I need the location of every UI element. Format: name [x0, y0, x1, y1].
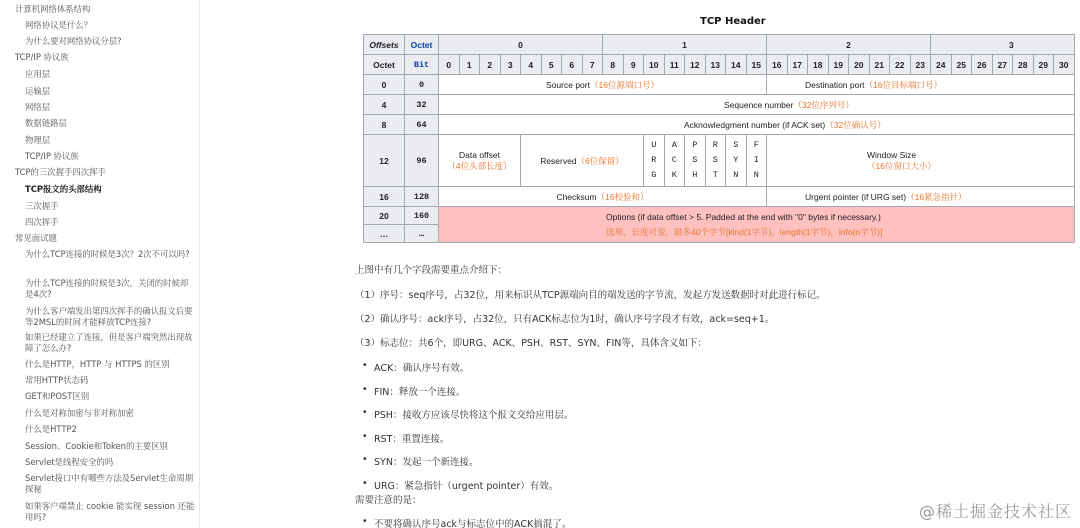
octet-0: 0: [439, 35, 603, 55]
toc-item[interactable]: 什么是对称加密与非对称加密: [25, 408, 134, 418]
bit-number: 18: [808, 55, 829, 75]
toc-item[interactable]: 为什么要对网络协议分层?: [25, 36, 122, 46]
row-octet: 16: [364, 187, 405, 207]
field-label: Window Size: [867, 149, 917, 160]
bit-number: 25: [951, 55, 972, 75]
octet-3: 3: [931, 35, 1075, 55]
row-octet: 20: [364, 207, 405, 225]
data-offset-field: [439, 135, 521, 187]
flag-list-item: • RST：重置连接。: [374, 431, 449, 445]
field-label: Source port: [546, 79, 590, 90]
row-octet: 8: [364, 115, 405, 135]
field-label-cn: （16位源端口号）: [589, 79, 659, 90]
hdr-octet: Octet: [405, 35, 439, 55]
row-bit: 32: [405, 95, 439, 115]
toc-item[interactable]: 数据链路层: [25, 118, 67, 128]
flag-letter: Y: [733, 155, 739, 165]
tcp-header-table: [363, 34, 1075, 243]
row-bit: 64: [405, 115, 439, 135]
flag-letter: T: [712, 170, 718, 180]
field-label: Checksum: [556, 191, 597, 202]
toc-item[interactable]: 物理层: [25, 135, 51, 145]
bit-number: 16: [767, 55, 788, 75]
toc-item[interactable]: TCP报文的头部结构: [25, 184, 102, 194]
row-bit: 128: [405, 187, 439, 207]
hdr-octet-label: Octet: [364, 55, 405, 75]
field-label-cn: （16校验和）: [596, 191, 649, 202]
hdr-bit-label: Bit: [405, 55, 439, 75]
bit-number: 30: [1054, 55, 1075, 75]
flag-bit-field: [685, 135, 706, 187]
reserved-field: [521, 135, 644, 187]
flag-list-item: • URG：紧急指针（urgent pointer）有效。: [374, 478, 558, 492]
intro-text: 上图中有几个字段需要重点介绍下：: [355, 265, 508, 276]
bit-number: 2: [480, 55, 501, 75]
field-label: Urgent pointer (if URG set): [805, 191, 907, 202]
bit-number: 8: [603, 55, 624, 75]
table-row: [364, 35, 1075, 55]
row-octet: 12: [364, 135, 405, 187]
field-label-cn: （6位保留）: [576, 155, 624, 166]
source-port-field: [439, 75, 767, 95]
bit-number: 17: [787, 55, 808, 75]
flag-bit-field: [705, 135, 726, 187]
bit-number: 26: [972, 55, 993, 75]
row-octet: 4: [364, 95, 405, 115]
flag-letter: P: [692, 140, 698, 150]
table-row: [364, 115, 1075, 135]
bit-number: 27: [992, 55, 1013, 75]
flag-list-item: • PSH：接收方应该尽快将这个报文交给应用层。: [374, 407, 573, 421]
octet-1: 1: [603, 35, 767, 55]
point-ack: （2）确认序号：ack序号，占32位，只有ACK标志位为1时，确认序号字段才有效，ack=seq+1。: [355, 314, 775, 325]
flag-letter: K: [671, 170, 677, 180]
sequence-field: [439, 95, 1075, 115]
window-size-field: [767, 135, 1075, 187]
article-content: [355, 0, 1080, 528]
field-label-cn: 选项，长度可变，最多40个字节[kind(1字节)，length(1字节)，info(n字节)]: [606, 226, 883, 237]
toc-item[interactable]: 如果已经建立了连接，但是客户端突然出现故障了怎么办?: [25, 332, 193, 353]
field-label-cn: （16位目标端口号）: [864, 79, 943, 90]
flag-letter: S: [733, 140, 739, 150]
toc-item[interactable]: Servlet是线程安全的吗: [25, 457, 114, 467]
toc-item[interactable]: 常见面试题: [15, 233, 57, 243]
bit-number: 23: [910, 55, 931, 75]
row-bit: …: [405, 225, 439, 243]
hdr-offsets: Offsets: [364, 35, 405, 55]
toc-item[interactable]: Servlet接口中有哪些方法及Servlet生命周期探秘: [25, 473, 194, 494]
bit-number: 11: [664, 55, 685, 75]
flag-bit-field: [664, 135, 685, 187]
bit-number: 7: [582, 55, 603, 75]
toc-item[interactable]: 什么是HTTP，HTTP 与 HTTPS 的区别: [25, 359, 170, 369]
toc-item[interactable]: 计算机网络体系结构: [15, 4, 91, 14]
flag-letter: H: [692, 170, 698, 180]
toc-item[interactable]: 为什么TCP连接的时候是3次？2次不可以吗?: [25, 249, 190, 259]
toc-sidebar: [0, 0, 200, 528]
bit-number: 15: [746, 55, 767, 75]
table-row: [364, 95, 1075, 115]
flag-letter: N: [753, 170, 759, 180]
field-label: Data offset: [459, 149, 500, 160]
table-row: [364, 75, 1075, 95]
table-row: [364, 187, 1075, 207]
flag-bit-field: [726, 135, 747, 187]
flag-list-item: • FIN：释放一个连接。: [374, 384, 465, 398]
toc-item[interactable]: 四次挥手: [25, 217, 59, 227]
toc-item[interactable]: 为什么TCP连接的时候是3次，关闭的时候却是4次?: [25, 278, 189, 299]
flag-letter: F: [753, 140, 759, 150]
flag-letter: R: [712, 140, 718, 150]
point-flags: （3）标志位：共6个，即URG、ACK、PSH、RST、SYN、FIN等，具体含义如下：: [355, 338, 707, 349]
bit-number: 0: [439, 55, 460, 75]
field-label-cn: （4位头部长度）: [447, 160, 512, 171]
flag-letter: S: [692, 155, 698, 165]
watermark: @稀土掘金技术社区: [918, 502, 1072, 521]
toc-item[interactable]: 应用层: [25, 69, 51, 79]
flag-letter: N: [733, 170, 739, 180]
bit-number: 6: [562, 55, 583, 75]
table-row: [364, 135, 1075, 187]
options-field: [439, 207, 1075, 243]
checksum-field: [439, 187, 767, 207]
field-label: Reserved: [540, 155, 577, 166]
bit-number: 10: [644, 55, 665, 75]
field-label: Acknowledgment number (if ACK set): [684, 119, 826, 130]
urgent-pointer-field: [767, 187, 1075, 207]
bit-number: 20: [849, 55, 870, 75]
octet-2: 2: [767, 35, 931, 55]
table-row: [364, 55, 1075, 75]
bit-number: 5: [541, 55, 562, 75]
row-bit: 160: [405, 207, 439, 225]
note-item: • 不要将确认序号ack与标志位中的ACK搞混了。: [374, 516, 571, 528]
flag-letter: G: [651, 170, 657, 180]
toc-item[interactable]: GET和POST区别: [25, 391, 90, 401]
ack-field: [439, 115, 1075, 135]
toc-item[interactable]: TCP/IP 协议族: [25, 151, 79, 161]
flag-letter: C: [671, 155, 677, 165]
bit-number: 29: [1033, 55, 1054, 75]
bit-number: 24: [931, 55, 952, 75]
field-label-cn: （32位确认号）: [825, 119, 886, 130]
tcp-header-figure: [363, 16, 1080, 248]
flag-list-item: • SYN：发起一个新连接。: [374, 454, 478, 468]
toc-item[interactable]: 网络层: [25, 102, 51, 112]
bit-number: 22: [890, 55, 911, 75]
bit-number: 3: [500, 55, 521, 75]
toc-item[interactable]: TCP的三次握手四次挥手: [15, 167, 106, 177]
flag-letter: U: [651, 140, 657, 150]
table-row: [364, 207, 1075, 225]
flag-letter: S: [712, 155, 718, 165]
field-label: Options (if data offset > 5. Padded at the end with "0" bytes if necessary.): [606, 211, 881, 222]
toc-item[interactable]: 为什么客户端发出第四次挥手的确认报文后要等2MSL的时间才能释放TCP连接?: [25, 306, 193, 327]
row-bit: 0: [405, 75, 439, 95]
row-octet: …: [364, 225, 405, 243]
dest-port-field: [767, 75, 1075, 95]
bit-number: 14: [726, 55, 747, 75]
field-label-cn: （16位窗口大小）: [867, 160, 936, 171]
toc-item[interactable]: 常用HTTP状态码: [25, 375, 89, 385]
point-seq: （1）序号：seq序号，占32位，用来标识从TCP源端向目的端发送的字节流，发起方发送数据时对此进行标记。: [355, 290, 826, 301]
flag-bit-field: [644, 135, 665, 187]
flag-letter: I: [753, 155, 759, 165]
toc-item[interactable]: Session、Cookie和Token的主要区别: [25, 441, 168, 451]
field-label-cn: （16紧急指针）: [906, 191, 967, 202]
figure-title: TCP Header: [700, 16, 766, 27]
bit-number: 21: [869, 55, 890, 75]
bit-number: 9: [623, 55, 644, 75]
toc-item[interactable]: 网络协议是什么？: [25, 20, 92, 30]
field-label: Sequence number: [724, 99, 794, 110]
toc-item[interactable]: 运输层: [25, 86, 51, 96]
note-title: 需要注意的是：: [355, 495, 422, 506]
field-label: Destination port: [805, 79, 865, 90]
row-bit: 96: [405, 135, 439, 187]
flag-letter: R: [651, 155, 657, 165]
toc-item[interactable]: 如果客户端禁止 cookie 能实现 session 还能用吗?: [25, 501, 195, 522]
toc-item[interactable]: 什么是HTTP2: [25, 424, 77, 434]
bit-number: 13: [705, 55, 726, 75]
row-octet: 0: [364, 75, 405, 95]
toc-item[interactable]: 三次握手: [25, 201, 59, 211]
toc-item[interactable]: TCP/IP 协议族: [15, 52, 69, 62]
bit-number: 4: [521, 55, 542, 75]
bit-number: 19: [828, 55, 849, 75]
bit-number: 28: [1013, 55, 1034, 75]
bit-number: 1: [459, 55, 480, 75]
field-label-cn: （32位序列号）: [793, 99, 854, 110]
flag-list-item: • ACK：确认序号有效。: [374, 360, 469, 374]
flag-letter: A: [671, 140, 677, 150]
bit-number: 12: [685, 55, 706, 75]
flag-bit-field: [746, 135, 767, 187]
